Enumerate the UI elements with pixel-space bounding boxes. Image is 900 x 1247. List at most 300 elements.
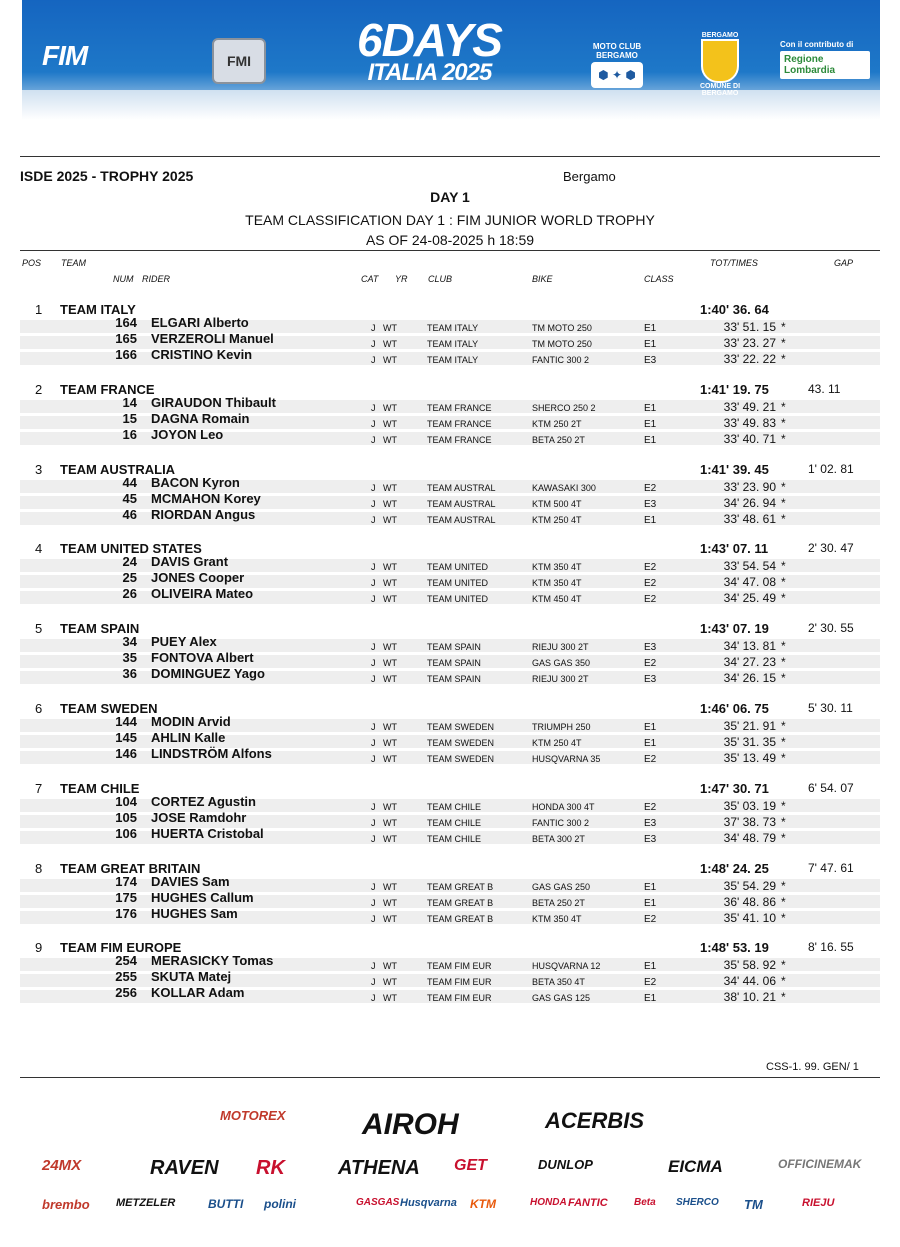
rider-bike: KTM 350 4T: [532, 913, 582, 924]
rider-category: J: [371, 993, 376, 1004]
team-name: TEAM SWEDEN: [60, 701, 158, 716]
rider-row: [20, 889, 880, 909]
rider-bike: HUSQVARNA 12: [532, 961, 601, 972]
rider-time: 35' 41. 10: [723, 910, 776, 925]
rider-name: MCMAHON Korey: [151, 490, 261, 506]
rider-bike: RIEJU 300 2T: [532, 674, 589, 685]
sponsor-logo: RAVEN: [150, 1157, 219, 1179]
banner-snow: [22, 90, 880, 120]
rider-number: 104: [115, 793, 137, 809]
rider-bike: RIEJU 300 2T: [532, 642, 589, 653]
header-banner: [22, 0, 880, 120]
rider-row: [20, 730, 880, 749]
rider-bike: HUSQVARNA 35: [532, 754, 601, 764]
rider-year: WT: [383, 355, 397, 365]
team-name: TEAM SPAIN: [60, 621, 140, 637]
rider-class: E3: [644, 833, 657, 845]
rider-year: WT: [383, 402, 397, 413]
region-note: Con il contributo di: [780, 40, 854, 49]
rider-number: 35: [122, 650, 137, 666]
rider-name: DAVIES Sam: [151, 873, 230, 889]
col-bike: BIKE: [532, 274, 553, 284]
sponsor-logo: brembo: [42, 1197, 90, 1212]
counted-mark: *: [781, 415, 786, 430]
rider-name: BACON Kyron: [151, 474, 240, 490]
rider-row: [20, 426, 880, 446]
team-name: TEAM FRANCE: [60, 381, 155, 397]
team-position: 7: [35, 780, 43, 796]
rider-row: [20, 793, 880, 813]
rider-row: [20, 969, 880, 989]
rider-category: J: [371, 402, 376, 413]
rider-bike: SHERCO 250 2: [532, 402, 596, 413]
sponsor-logo: 24MX: [42, 1157, 82, 1174]
rider-year: WT: [383, 674, 397, 685]
rider-time: 33' 22. 22: [723, 352, 776, 366]
rider-year: WT: [383, 833, 397, 844]
counted-mark: *: [781, 591, 786, 606]
team-row: [20, 781, 880, 797]
rider-row: [20, 474, 880, 494]
rider-club: TEAM CHILE: [427, 801, 482, 812]
team-name: TEAM AUSTRALIA: [60, 461, 176, 477]
rider-row: [20, 809, 880, 829]
sponsor-logo: FANTIC: [568, 1197, 608, 1209]
rider-number: 36: [122, 666, 137, 682]
rider-club: TEAM UNITED: [427, 562, 489, 573]
rider-year: WT: [383, 993, 397, 1004]
rider-club: TEAM UNITED: [427, 594, 489, 605]
sponsor-logo: ACERBIS: [545, 1108, 645, 1133]
rider-time: 38' 10. 21: [723, 990, 776, 1005]
rider-year: WT: [383, 642, 397, 653]
rider-category: J: [371, 434, 376, 445]
rider-year: WT: [383, 418, 397, 429]
rider-name: LINDSTRÖM Alfons: [151, 746, 272, 761]
rider-class: E1: [644, 881, 657, 893]
rider-category: J: [371, 355, 376, 365]
team-total-time: 1:47' 30. 71: [700, 780, 769, 796]
team-name: TEAM FIM EUROPE: [60, 940, 182, 956]
rider-name: GIRAUDON Thibault: [151, 394, 276, 410]
rider-time: 34' 26. 15: [723, 671, 776, 686]
rider-name: JONES Cooper: [151, 570, 245, 586]
rider-club: TEAM FIM EUR: [427, 961, 492, 972]
counted-mark: *: [781, 894, 786, 909]
rider-name: JOSE Ramdohr: [151, 809, 247, 825]
rider-class: E1: [644, 402, 657, 414]
team-row: [20, 541, 880, 557]
rider-number: 174: [115, 873, 137, 889]
rider-number: 255: [115, 969, 137, 985]
rider-name: KOLLAR Adam: [151, 985, 245, 1001]
rider-class: E2: [644, 578, 657, 590]
rider-category: J: [371, 642, 376, 653]
rider-club: TEAM ITALY: [427, 355, 479, 365]
rider-row: [20, 554, 880, 574]
counted-mark: *: [781, 575, 786, 590]
rider-year: WT: [383, 754, 397, 764]
rider-time: 35' 31. 35: [723, 735, 776, 749]
rider-bike: BETA 350 4T: [532, 977, 585, 988]
rider-time: 35' 54. 29: [723, 878, 776, 893]
footer-code: CSS-1. 99. GEN/ 1: [766, 1061, 859, 1073]
sponsor-logo: SHERCO: [676, 1197, 719, 1208]
rider-club: TEAM SWEDEN: [427, 738, 495, 748]
rider-row: [20, 506, 880, 526]
col-tot: TOT/TIMES: [710, 258, 758, 268]
rider-time: 34' 48. 79: [723, 830, 776, 845]
sponsor-logo: OFFICINEMAK: [778, 1157, 862, 1171]
team-total-time: 1:41' 39. 45: [700, 461, 769, 477]
event-logo-line1: 6DAYS: [357, 14, 502, 66]
rider-class: E2: [644, 562, 657, 574]
rider-number: 45: [122, 490, 137, 506]
rider-name: RIORDAN Angus: [151, 506, 256, 522]
rider-club: TEAM ITALY: [427, 339, 479, 349]
city-crest-logo: [694, 32, 746, 97]
rider-bike: BETA 250 2T: [532, 434, 585, 445]
counted-mark: *: [781, 352, 786, 366]
rider-class: E1: [644, 993, 657, 1005]
counted-mark: *: [781, 814, 786, 829]
col-yr: YR: [395, 274, 408, 284]
rider-time: 33' 49. 83: [723, 415, 776, 430]
rider-row: [20, 714, 880, 733]
rider-year: WT: [383, 881, 397, 892]
rider-club: TEAM SWEDEN: [427, 722, 495, 732]
rider-row: [20, 394, 880, 414]
team-total-time: 1:48' 53. 19: [700, 940, 769, 956]
sponsor-logo: DUNLOP: [538, 1157, 593, 1172]
rider-time: 37' 38. 73: [723, 814, 776, 829]
rider-row: [20, 331, 880, 350]
counted-mark: *: [781, 719, 786, 733]
rider-bike: GAS GAS 350: [532, 658, 591, 669]
rider-name: CORTEZ Agustin: [151, 793, 256, 809]
rider-category: J: [371, 913, 376, 924]
rider-class: E3: [644, 642, 657, 654]
rider-class: E1: [644, 418, 657, 430]
rider-category: J: [371, 418, 376, 429]
event-logo-line2: ITALIA 2025: [367, 59, 492, 86]
team-name: TEAM GREAT BRITAIN: [60, 860, 201, 876]
rider-time: 35' 58. 92: [723, 958, 776, 973]
sponsor-logo: MOTOREX: [220, 1108, 286, 1123]
sponsor-logo: AIROH: [362, 1108, 459, 1141]
rider-name: HUGHES Sam: [151, 905, 238, 921]
sponsor-logo: EICMA: [668, 1157, 723, 1176]
rider-time: 34' 26. 94: [723, 495, 776, 510]
rider-row: [20, 347, 880, 366]
counted-mark: *: [781, 320, 786, 334]
team-total-time: 1:43' 07. 11: [700, 541, 769, 557]
sponsor-logo: METZELER: [116, 1197, 176, 1209]
rider-club: TEAM SPAIN: [427, 674, 481, 685]
team-name: TEAM CHILE: [60, 780, 140, 796]
rider-row: [20, 634, 880, 654]
crest-shield-icon: [701, 39, 739, 83]
rider-year: WT: [383, 482, 397, 493]
team-row: [20, 382, 880, 398]
rider-number: 46: [122, 506, 137, 522]
rider-category: J: [371, 323, 376, 333]
rider-class: E1: [644, 339, 657, 350]
rider-number: 106: [115, 825, 137, 841]
rider-number: 26: [122, 586, 137, 602]
rider-bike: GAS GAS 125: [532, 993, 591, 1004]
rider-row: [20, 953, 880, 973]
counted-mark: *: [781, 655, 786, 670]
team-total-time: 1:40' 36. 64: [700, 302, 769, 317]
rider-bike: GAS GAS 250: [532, 881, 591, 892]
city-crest-name: BERGAMO: [701, 32, 739, 39]
team-row: [20, 621, 880, 637]
rider-row: [20, 410, 880, 430]
rider-time: 34' 13. 81: [723, 639, 776, 654]
region-logo: [780, 40, 870, 79]
team-row: [20, 701, 880, 717]
rider-club: TEAM GREAT B: [427, 897, 494, 908]
as-of-timestamp: AS OF 24-08-2025 h 18:59: [365, 232, 535, 248]
rider-row: [20, 825, 880, 845]
rider-club: TEAM AUSTRAL: [427, 514, 496, 525]
rider-bike: KTM 250 4T: [532, 514, 582, 525]
rider-club: TEAM FIM EUR: [427, 993, 492, 1004]
team-position: 5: [35, 621, 43, 637]
city-crest-sub: COMUNE DI BERGAMO: [699, 83, 741, 97]
team-gap: 2' 30. 55: [808, 621, 854, 636]
col-rider: RIDER: [142, 274, 171, 284]
rider-number: 146: [115, 746, 137, 761]
rider-number: 256: [115, 985, 137, 1001]
rider-row: [20, 315, 880, 334]
motorcycle-emblem-icon: ⬢ ✦ ⬢: [591, 62, 643, 88]
rider-bike: FANTIC 300 2: [532, 817, 590, 828]
rider-row: [20, 905, 880, 925]
team-gap: 5' 30. 11: [808, 701, 853, 715]
rider-class: E3: [644, 817, 657, 829]
rider-row: [20, 586, 880, 606]
rider-name: HUERTA Cristobal: [151, 825, 264, 841]
counted-mark: *: [781, 830, 786, 845]
rider-category: J: [371, 801, 376, 812]
rider-number: 144: [115, 714, 137, 729]
team-position: 2: [35, 381, 43, 397]
team-gap: 6' 54. 07: [808, 780, 854, 795]
team-name: TEAM UNITED STATES: [60, 541, 202, 557]
rider-club: TEAM FIM EUR: [427, 977, 492, 988]
rider-category: J: [371, 817, 376, 828]
rider-number: 105: [115, 809, 137, 825]
sponsor-logo: TM: [744, 1197, 763, 1212]
counted-mark: *: [781, 990, 786, 1005]
rider-club: TEAM GREAT B: [427, 881, 494, 892]
rider-time: 33' 54. 54: [723, 559, 776, 574]
rider-year: WT: [383, 738, 397, 748]
moto-club-name: MOTO CLUB BERGAMO: [592, 42, 642, 60]
counted-mark: *: [781, 735, 786, 749]
rider-bike: KTM 350 4T: [532, 562, 582, 573]
rider-number: 16: [122, 426, 137, 442]
event-title: ISDE 2025 - TROPHY 2025: [20, 168, 194, 184]
counted-mark: *: [781, 511, 786, 526]
rider-category: J: [371, 658, 376, 669]
rider-year: WT: [383, 323, 397, 333]
team-position: 3: [35, 461, 43, 477]
rider-year: WT: [383, 434, 397, 445]
rider-category: J: [371, 977, 376, 988]
rider-class: E2: [644, 482, 657, 494]
rider-club: TEAM CHILE: [427, 833, 482, 844]
team-total-time: 1:48' 24. 25: [700, 860, 769, 876]
col-num: NUM: [113, 274, 134, 284]
counted-mark: *: [781, 958, 786, 973]
rider-number: 254: [115, 953, 137, 969]
rider-category: J: [371, 594, 376, 605]
fim-logo: FIM: [42, 40, 88, 71]
rider-category: J: [371, 961, 376, 972]
rider-number: 44: [122, 474, 137, 490]
rider-time: 33' 48. 61: [723, 511, 776, 526]
rider-category: J: [371, 514, 376, 525]
col-pos: POS: [22, 258, 42, 268]
counted-mark: *: [781, 479, 786, 494]
team-row: [20, 462, 880, 478]
counted-mark: *: [781, 559, 786, 574]
rider-class: E2: [644, 754, 657, 765]
rider-time: 34' 27. 23: [723, 655, 776, 670]
col-class: CLASS: [644, 274, 674, 284]
counted-mark: *: [781, 399, 786, 414]
rider-name: DOMINGUEZ Yago: [151, 666, 265, 682]
rider-category: J: [371, 833, 376, 844]
rider-year: WT: [383, 817, 397, 828]
rider-category: J: [371, 881, 376, 892]
sponsor-logo: KTM: [470, 1197, 496, 1211]
counted-mark: *: [781, 671, 786, 686]
region-name: Regione Lombardia: [780, 51, 870, 79]
rider-class: E1: [644, 323, 657, 334]
sponsor-logo: ATHENA: [338, 1157, 420, 1179]
sponsor-logo: GASGAS: [356, 1197, 400, 1208]
rider-time: 34' 47. 08: [723, 575, 776, 590]
team-total-time: 1:43' 07. 19: [700, 621, 769, 637]
rider-name: CRISTINO Kevin: [151, 347, 253, 362]
rider-name: MODIN Arvid: [151, 714, 231, 729]
rider-name: ELGARI Alberto: [151, 315, 249, 330]
team-gap: 1' 02. 81: [808, 461, 854, 476]
footer-divider: [20, 1077, 880, 1078]
day-title: DAY 1: [430, 189, 470, 205]
counted-mark: *: [781, 910, 786, 925]
rider-class: E1: [644, 897, 657, 909]
rider-number: 164: [115, 315, 137, 330]
rider-club: TEAM CHILE: [427, 817, 482, 828]
rider-class: E3: [644, 355, 657, 366]
rider-bike: KTM 500 4T: [532, 498, 582, 509]
team-position: 8: [35, 860, 43, 876]
rider-club: TEAM ITALY: [427, 323, 479, 333]
classification-title: TEAM CLASSIFICATION DAY 1 : FIM JUNIOR WORLD TROPHY: [245, 212, 655, 228]
rider-name: DAGNA Romain: [151, 410, 250, 426]
rider-category: J: [371, 897, 376, 908]
event-location: Bergamo: [563, 169, 616, 184]
counted-mark: *: [781, 751, 786, 765]
rider-year: WT: [383, 578, 397, 589]
rider-name: AHLIN Kalle: [151, 730, 226, 745]
rider-time: 34' 25. 49: [723, 591, 776, 606]
team-total-time: 1:46' 06. 75: [700, 701, 769, 716]
rider-category: J: [371, 339, 376, 349]
rider-year: WT: [383, 961, 397, 972]
team-row: [20, 861, 880, 877]
rider-number: 165: [115, 331, 137, 346]
rider-number: 24: [122, 554, 137, 570]
rider-name: FONTOVA Albert: [151, 650, 254, 666]
rider-row: [20, 650, 880, 670]
rider-category: J: [371, 578, 376, 589]
rider-number: 145: [115, 730, 137, 745]
rider-time: 36' 48. 86: [723, 894, 776, 909]
rider-year: WT: [383, 801, 397, 812]
rider-category: J: [371, 498, 376, 509]
rider-time: 34' 44. 06: [723, 974, 776, 989]
counted-mark: *: [781, 878, 786, 893]
table-top-divider: [20, 250, 880, 251]
rider-row: [20, 666, 880, 686]
rider-number: 14: [122, 394, 137, 410]
rider-club: TEAM SWEDEN: [427, 754, 495, 764]
rider-bike: TRIUMPH 250: [532, 722, 591, 732]
rider-club: TEAM SPAIN: [427, 658, 481, 669]
rider-bike: KTM 350 4T: [532, 578, 582, 589]
sponsor-logo: RIEJU: [802, 1197, 835, 1209]
rider-time: 33' 23. 27: [723, 336, 776, 350]
rider-number: 25: [122, 570, 137, 586]
sponsor-logo: Husqvarna: [400, 1197, 457, 1209]
rider-year: WT: [383, 658, 397, 669]
fmi-logo: FMI: [212, 38, 266, 84]
rider-name: HUGHES Callum: [151, 889, 254, 905]
rider-name: VERZEROLI Manuel: [151, 331, 274, 346]
rider-row: [20, 746, 880, 765]
rider-class: E2: [644, 658, 657, 670]
rider-bike: KTM 250 4T: [532, 738, 582, 748]
rider-category: J: [371, 754, 376, 764]
sponsor-logo: GET: [454, 1157, 487, 1174]
rider-club: TEAM FRANCE: [427, 434, 492, 445]
rider-bike: KTM 250 2T: [532, 418, 582, 429]
rider-class: E2: [644, 801, 657, 813]
rider-class: E2: [644, 977, 657, 989]
rider-name: OLIVEIRA Mateo: [151, 586, 254, 602]
sponsor-logo: HONDA: [530, 1197, 567, 1208]
rider-year: WT: [383, 498, 397, 509]
rider-bike: BETA 250 2T: [532, 897, 585, 908]
rider-year: WT: [383, 339, 397, 349]
rider-class: E1: [644, 434, 657, 446]
counted-mark: *: [781, 974, 786, 989]
team-gap: 7' 47. 61: [808, 860, 854, 875]
rider-number: 34: [122, 634, 137, 650]
rider-bike: HONDA 300 4T: [532, 801, 595, 812]
rider-class: E1: [644, 722, 657, 733]
rider-row: [20, 985, 880, 1005]
team-row: [20, 940, 880, 956]
rider-club: TEAM GREAT B: [427, 913, 494, 924]
sponsor-logo: RK: [256, 1157, 285, 1179]
